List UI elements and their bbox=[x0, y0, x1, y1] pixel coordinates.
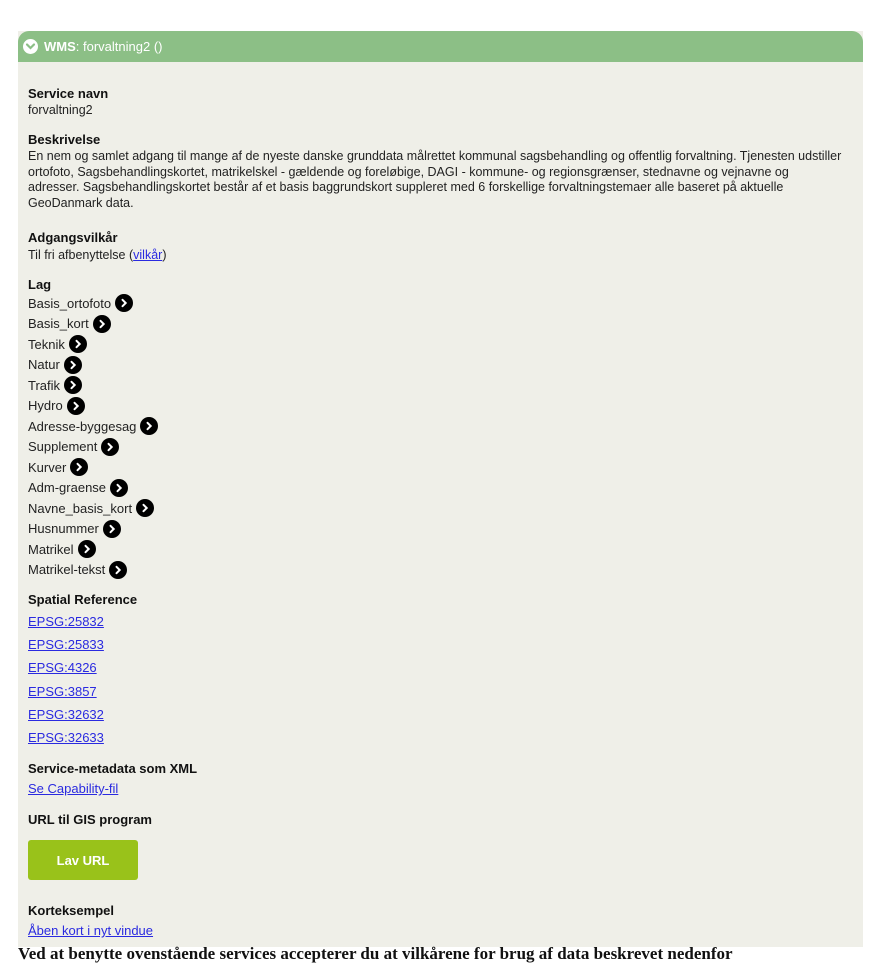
layers-label: Lag bbox=[28, 277, 52, 292]
access-text-before: Til fri afbenyttelse ( bbox=[28, 248, 134, 262]
epsg-link[interactable]: EPSG:3857 bbox=[28, 683, 97, 699]
chevron-right-icon[interactable] bbox=[140, 417, 158, 435]
chevron-right-icon[interactable] bbox=[93, 315, 111, 333]
chevron-right-icon[interactable] bbox=[78, 540, 96, 558]
layer-item[interactable] bbox=[28, 315, 111, 333]
layer-item[interactable] bbox=[28, 458, 88, 476]
wms-header[interactable] bbox=[18, 31, 863, 62]
open-map-link[interactable]: Åben kort i nyt vindue bbox=[28, 923, 154, 938]
chevron-right-icon[interactable] bbox=[67, 397, 85, 415]
layer-item[interactable] bbox=[28, 499, 154, 517]
layer-item[interactable] bbox=[28, 540, 96, 558]
example-label: Korteksempel bbox=[28, 903, 114, 918]
epsg-link[interactable]: EPSG:32632 bbox=[28, 706, 104, 722]
layer-name: Supplement bbox=[28, 439, 98, 454]
layer-item[interactable] bbox=[28, 397, 85, 415]
chevron-right-icon[interactable] bbox=[103, 520, 121, 538]
metadata-label: Service-metadata som XML bbox=[28, 761, 198, 776]
chevron-right-icon[interactable] bbox=[69, 335, 87, 353]
layer-name: Matrikel bbox=[28, 541, 74, 557]
access-text bbox=[28, 248, 166, 264]
layer-name: Adm-graense bbox=[28, 480, 107, 495]
layer-name: Hydro bbox=[28, 398, 63, 413]
epsg-link[interactable]: EPSG:25832 bbox=[28, 614, 104, 629]
chevron-right-icon[interactable] bbox=[136, 499, 154, 517]
layer-item[interactable] bbox=[28, 356, 82, 374]
layer-name: Matrikel-tekst bbox=[28, 562, 106, 577]
access-label: Adgangsvilkår bbox=[28, 230, 118, 245]
layer-name: Trafik bbox=[28, 377, 61, 393]
capability-link[interactable]: Se Capability-fil bbox=[28, 781, 119, 796]
epsg-link[interactable]: EPSG:25833 bbox=[28, 637, 104, 653]
service-name-value: forvaltning2 bbox=[28, 103, 93, 117]
layer-item[interactable] bbox=[28, 438, 119, 456]
description-text: En nem og samlet adgang til mange af de nyeste danske grunddata målrettet kommunal sagsbehandling og offentlig forvaltning. Tjenesten udstiller ortofoto, Sagsbehandlingskortet, matrikelskel - gældende og foreløbige, DAGI - kommune- og regionsgrænser, stednavne og vejnavne og adresser. Sagsbehandlingskortet består af et basis baggrundskort suppleret med 6 forskellige forvaltningstemaer alle baseret på aktuelle GeoDanmark data. bbox=[28, 149, 842, 210]
layer-item[interactable] bbox=[28, 479, 128, 497]
layer-item[interactable] bbox=[28, 376, 82, 394]
layer-item[interactable] bbox=[28, 335, 87, 353]
layer-item[interactable] bbox=[28, 417, 158, 435]
service-name-label: Service navn bbox=[28, 86, 109, 101]
make-url-button[interactable]: Lav URL bbox=[28, 840, 138, 880]
chevron-right-icon[interactable] bbox=[101, 438, 119, 456]
header-prefix: WMS bbox=[44, 39, 76, 54]
wms-panel bbox=[18, 31, 863, 947]
layer-name: Kurver bbox=[28, 459, 67, 475]
epsg-link[interactable]: EPSG:4326 bbox=[28, 660, 97, 676]
layer-name: Navne_basis_kort bbox=[28, 500, 133, 516]
terms-link[interactable]: vilkår bbox=[133, 248, 163, 262]
chevron-right-icon[interactable] bbox=[64, 356, 82, 374]
chevron-right-icon[interactable] bbox=[70, 458, 88, 476]
spatial-reference-label: Spatial Reference bbox=[28, 592, 138, 607]
layer-item[interactable] bbox=[28, 294, 133, 312]
layer-name: Teknik bbox=[28, 336, 65, 352]
epsg-link[interactable]: EPSG:32633 bbox=[28, 730, 104, 745]
cutoff-text: Ved at benytte ovenstående services accepterer du at vilkårene for brug af data beskrevet nedenfor bbox=[18, 944, 733, 963]
gis-url-label: URL til GIS program bbox=[28, 812, 152, 827]
header-title: : forvaltning2 () bbox=[75, 39, 163, 54]
layer-name: Husnummer bbox=[28, 521, 99, 536]
access-text-after: ) bbox=[162, 248, 167, 262]
description-label: Beskrivelse bbox=[28, 132, 101, 147]
chevron-right-icon[interactable] bbox=[110, 479, 128, 497]
chevron-down-icon[interactable] bbox=[23, 39, 38, 54]
layer-name: Adresse-byggesag bbox=[28, 418, 137, 434]
layer-item[interactable] bbox=[28, 520, 121, 538]
layer-item[interactable] bbox=[28, 561, 127, 579]
chevron-right-icon[interactable] bbox=[115, 294, 133, 312]
chevron-right-icon[interactable] bbox=[64, 376, 82, 394]
layer-name: Basis_ortofoto bbox=[28, 295, 112, 311]
layer-name: Natur bbox=[28, 357, 60, 372]
chevron-right-icon[interactable] bbox=[109, 561, 127, 579]
layer-name: Basis_kort bbox=[28, 316, 89, 331]
